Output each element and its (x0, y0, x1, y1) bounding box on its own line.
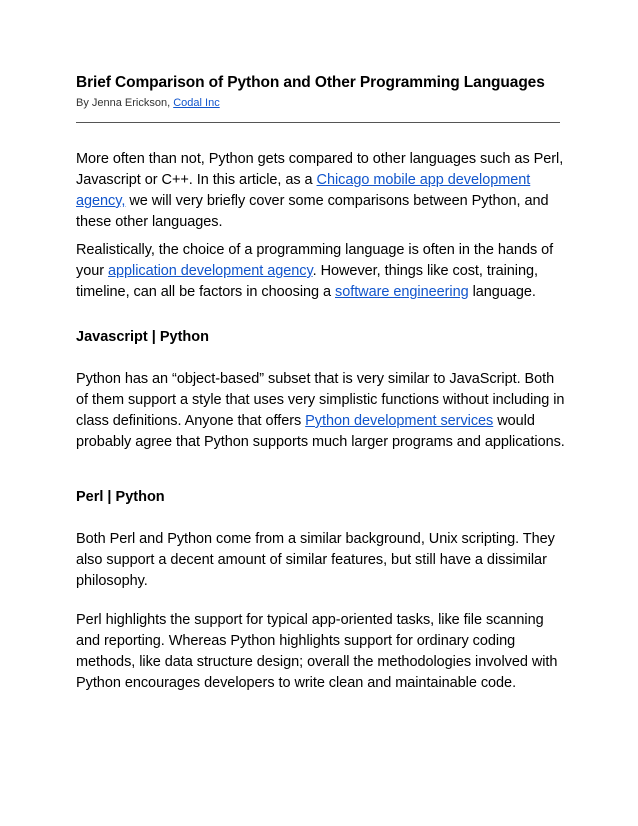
chicago-agency-link[interactable]: Chicago mobile app development agency, (76, 172, 531, 209)
paragraph-javascript (76, 369, 566, 453)
javascript-python-heading: Javascript | Python (76, 329, 209, 345)
application-agency-link[interactable]: application development agency (108, 263, 313, 279)
intro-text-2: we will very briefly cover some comparisons between Python, and these other languages. (76, 193, 549, 230)
choice-text-1: Realistically, the choice of a programming language is often in the hands of your (76, 242, 554, 279)
software-engineering-link[interactable]: software engineering (335, 284, 469, 300)
article-title: Brief Comparison of Python and Other Programming Languages (76, 74, 545, 91)
python-dev-services-link[interactable]: Python development services (305, 413, 494, 429)
intro-text-1: More often than not, Python gets compared to other languages such as Perl, Javascript or C++. In this article, as a (76, 151, 564, 188)
js-text-1: Python has an “object-based” subset that is very similar to JavaScript. Both of them support a style that uses very simplistic functions without including in class definitions. Anyone that offers (76, 371, 565, 429)
choice-text-2: . However, things like cost, training, timeline, can all be factors in choosing a (76, 263, 538, 300)
choice-text-3: language. (468, 284, 536, 300)
byline-author: By Jenna Erickson, (76, 97, 174, 109)
byline-company-link[interactable]: Codal Inc (173, 97, 220, 109)
byline (76, 97, 220, 109)
paragraph-choice (76, 240, 566, 303)
paragraph-perl-2: Perl highlights the support for typical app-oriented tasks, like file scanning and reporting. Whereas Python highlights support for ordinary coding methods, like data structure design; overall the methodologies involved with Python encourages developers to write clean and maintainable code. (76, 612, 558, 691)
paragraph-perl-1: Both Perl and Python come from a similar background, Unix scripting. They also support a decent amount of similar features, but still have a dissimilar philosophy. (76, 531, 555, 589)
perl-python-heading: Perl | Python (76, 489, 165, 505)
divider-rule (76, 122, 560, 123)
paragraph-intro (76, 149, 566, 233)
js-text-2: would probably agree that Python supports much larger programs and applications. (76, 413, 565, 450)
